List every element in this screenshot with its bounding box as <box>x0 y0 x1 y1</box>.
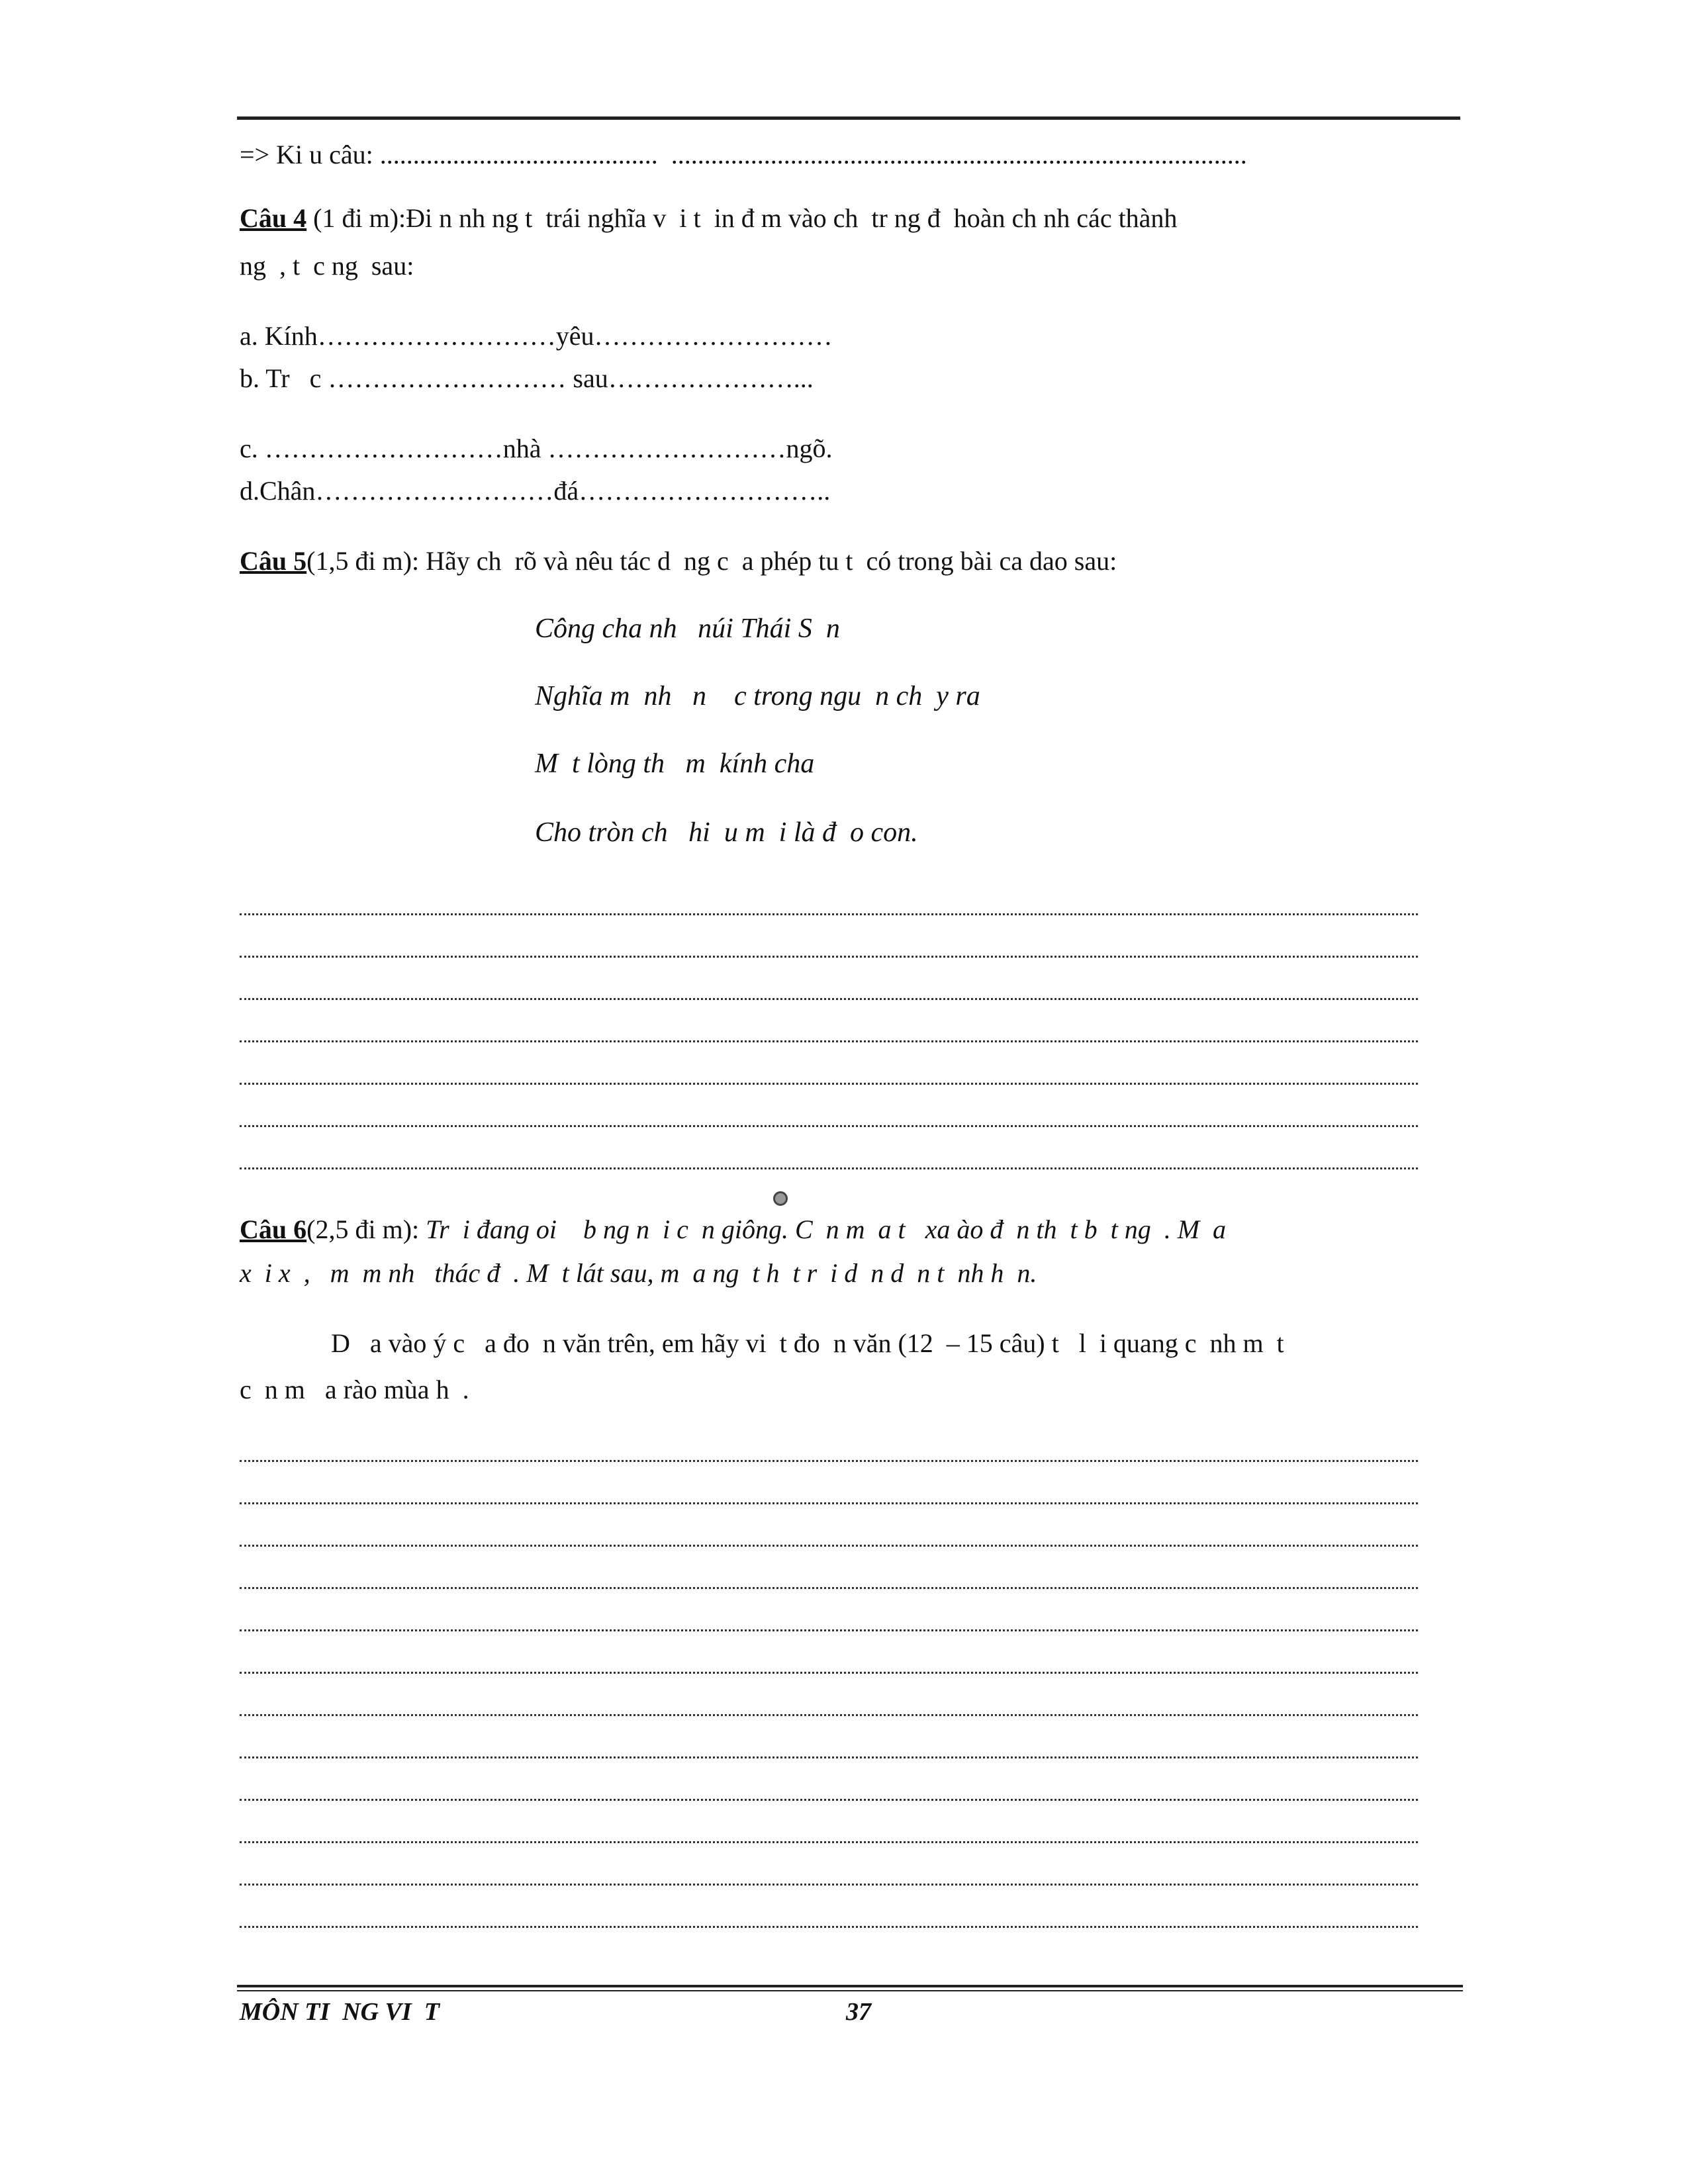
sentence-type-answer-line: => Ki u câu: .......................................... ....................................................................................... <box>240 140 1247 169</box>
question-4-item-d: d.Chân………………………đá……………………….. <box>240 476 831 506</box>
footer-subject: MÔN TI NG VI T <box>240 1998 440 2026</box>
answer-line[interactable] <box>240 913 1418 915</box>
question-6-points: (2,5 đi m): <box>306 1214 426 1244</box>
answer-line[interactable] <box>240 1545 1418 1547</box>
answer-line[interactable] <box>240 956 1418 958</box>
question-5-label: Câu 5 <box>240 546 307 576</box>
question-6-label: Câu 6 <box>240 1214 307 1244</box>
question-5-prompt <box>240 545 1117 577</box>
page-number: 37 <box>846 1998 871 2026</box>
answer-line[interactable] <box>240 998 1418 1000</box>
answer-line[interactable] <box>240 1756 1418 1758</box>
answer-line[interactable] <box>240 1714 1418 1716</box>
poem-line-2: Nghĩa m nh n c trong ngu n ch y ra <box>535 681 980 711</box>
poem-line-3: M t lòng th m kính cha <box>535 749 815 779</box>
poem-line-4: Cho tròn ch hi u m i là đ o con. <box>535 817 918 848</box>
header-rule <box>237 116 1460 120</box>
answer-line[interactable] <box>240 1926 1418 1928</box>
answer-line[interactable] <box>240 1083 1418 1085</box>
answer-line[interactable] <box>240 1125 1418 1127</box>
answer-line[interactable] <box>240 1587 1418 1589</box>
question-6-task-line1: D a vào ý c a đo n văn trên, em hãy vi t đo n văn (12 – 15 câu) t l i quang c nh m t <box>331 1328 1284 1358</box>
question-6-passage-line2: x i x , m m nh thác đ . M t lát sau, m a ng t h t r i d n d n t nh h n. <box>240 1258 1037 1288</box>
question-4-text-line2: ng , t c ng sau: <box>240 251 414 281</box>
answer-line[interactable] <box>240 1799 1418 1801</box>
answer-line[interactable] <box>240 1040 1418 1042</box>
answer-line[interactable] <box>240 1629 1418 1631</box>
footer-rule <box>237 1985 1463 1987</box>
question-4-text-line1: (1 đi m):Đi n nh ng t trái nghĩa v i t in đ m vào ch tr ng đ hoàn ch nh các thành <box>306 203 1178 233</box>
answer-line[interactable] <box>240 1884 1418 1886</box>
question-4-item-b: b. Tr c ……………………… sau…………………... <box>240 363 814 393</box>
mouse-cursor-icon <box>773 1191 788 1206</box>
question-4-prompt <box>240 203 1177 234</box>
question-5-text: (1,5 đi m): Hãy ch rõ và nêu tác d ng c a phép tu t có trong bài ca dao sau: <box>306 546 1117 576</box>
question-6-task-line2: c n m a rào mùa h . <box>240 1375 469 1404</box>
question-4-item-a: a. Kính………………………yêu……………………… <box>240 321 833 351</box>
answer-line[interactable] <box>240 1167 1418 1169</box>
question-6-passage-line1: Tr i đang oi b ng n i c n giông. C n m a t xa ào đ n th t b t ng . M a <box>426 1214 1227 1244</box>
question-4-item-c: c. ………………………nhà ………………………ngõ. <box>240 433 833 463</box>
answer-line[interactable] <box>240 1841 1418 1843</box>
poem-line-1: Công cha nh núi Thái S n <box>535 614 840 644</box>
answer-line[interactable] <box>240 1672 1418 1674</box>
answer-line[interactable] <box>240 1460 1418 1462</box>
footer-rule-thin <box>237 1990 1463 1991</box>
answer-line[interactable] <box>240 1502 1418 1504</box>
question-4-label: Câu 4 <box>240 203 307 233</box>
question-6-prompt <box>240 1214 1226 1246</box>
